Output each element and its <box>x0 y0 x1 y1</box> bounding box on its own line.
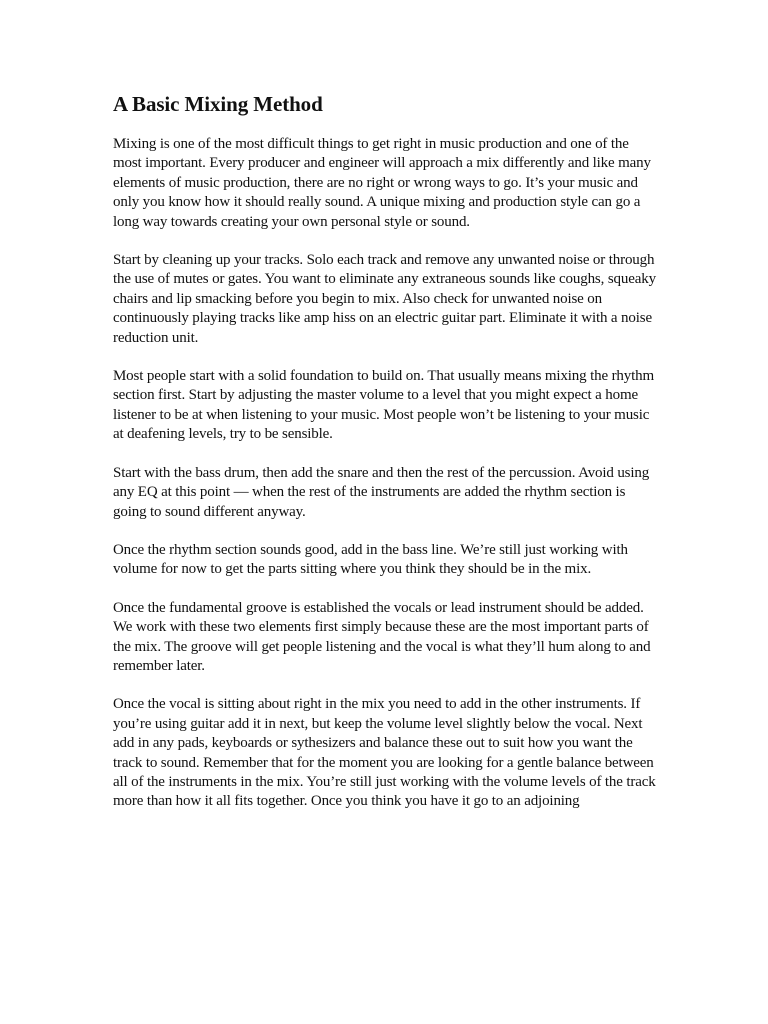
paragraph-groove-vocals: Once the fundamental groove is established the vocals or lead instrument should be added. We work with these two elements first simply because these are the most important parts of the mix. The groove will get people listening and the vocal is what they’ll hum along to and remember later. <box>113 599 651 674</box>
paragraph-foundation: Most people start with a solid foundation to build on. That usually means mixing the rhythm section first. Start by adjusting the master volume to a level that you might expect a home listener to be at when listening to your music. Most people won’t be listening to your music at deafening levels, try to be sensible. <box>113 368 655 443</box>
document-page <box>113 90 658 831</box>
document-title: A Basic Mixing Method <box>113 92 323 116</box>
paragraph-bass-drum: Start with the bass drum, then add the snare and then the rest of the percussion. Avoid using any EQ at this point — when the rest of the instruments are added the rhythm section is going to sound different anyway. <box>113 464 650 520</box>
paragraph-clean-tracks: Start by cleaning up your tracks. Solo each track and remove any unwanted noise or through the use of mutes or gates. You want to eliminate any extraneous sounds like coughs, squeaky chairs and lip smacking before you begin to mix. Also check for unwanted noise on continuously playing tracks like amp hiss on an electric guitar part. Eliminate it with a noise reduction unit. <box>113 252 656 346</box>
paragraph-intro: Mixing is one of the most difficult things to get right in music production and one of the most important. Every producer and engineer will approach a mix differently and like many elements of music production, there are no right or wrong ways to go. It’s your music and only you know how it should really sound. A unique mixing and production style can go a long way towards creating your own personal style or sound. <box>113 136 651 230</box>
paragraph-other-instruments: Once the vocal is sitting about right in the mix you need to add in the other instruments. If you’re using guitar add it in next, but keep the volume level slightly below the vocal. Next add in any pads, keyboards or sythesizers and balance these out to suit how you want the track to sound. Remember that for the moment you are looking for a gentle balance between all of the instruments in the mix. You’re still just working with the volume levels of the track more than how it all fits together. Once you think you have it go to an adjoining <box>113 696 656 810</box>
paragraph-bass-line: Once the rhythm section sounds good, add in the bass line. We’re still just working with volume for now to get the parts sitting where you think they should be in the mix. <box>113 541 628 578</box>
